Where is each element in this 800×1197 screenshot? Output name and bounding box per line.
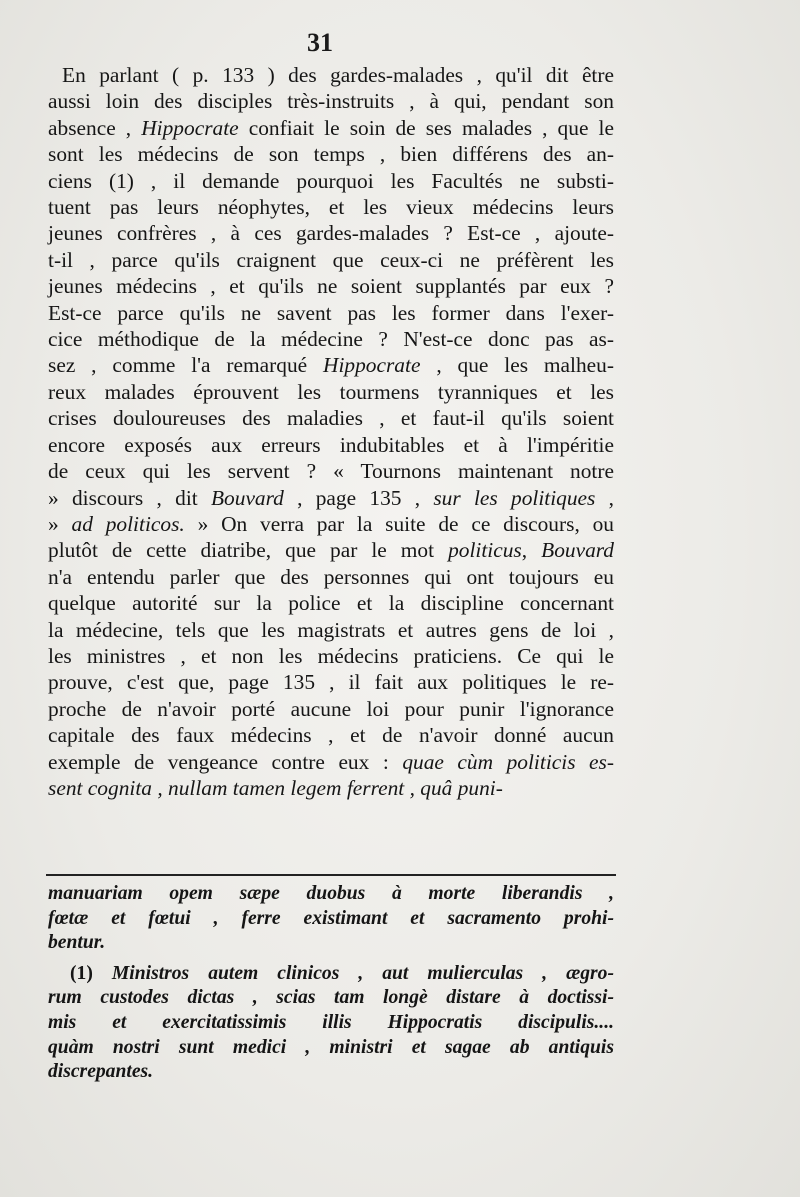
italic-segment: sent cognita , nullam tamen legem ferrent , quâ puni- (48, 775, 503, 800)
italic-segment: quae cùm politicis es- (402, 749, 614, 774)
text-line (48, 537, 614, 563)
footnote-marker: (1) (70, 962, 112, 984)
text-line (48, 775, 614, 801)
text-line (48, 485, 614, 511)
italic-segment: Hippocrate (141, 115, 239, 140)
footnote-line: fœtæ et fœtui , ferre existimant et sacramento prohi- (48, 907, 614, 929)
text-line (48, 326, 614, 352)
text-line (48, 168, 614, 194)
text-segment: » discours , dit (48, 485, 211, 510)
footnote-text: Ministros autem clinicos , aut mulierculas , ægro- (111, 962, 614, 984)
text-segment: t-il , parce qu'ils craignent que ceux-ci ne préfèrent les (48, 247, 614, 272)
text-segment: la médecine, tels que les magistrats et autres gens de loi , (48, 617, 614, 642)
text-segment: de ceux qui les servent ? « Tournons maintenant notre (48, 459, 614, 484)
text-segment: encore exposés aux erreurs indubitables et à l'impéritie (48, 432, 614, 457)
italic-segment: politicus (448, 538, 522, 563)
text-line (48, 141, 614, 167)
footnote-line: mis et exercitatissimis illis Hippocratis discipulis.... (48, 1011, 614, 1033)
text-segment: les ministres , et non les médecins praticiens. Ce qui le (48, 643, 614, 668)
text-line (48, 379, 614, 405)
text-line (48, 432, 614, 458)
text-segment: prouve, c'est que, page 135 , il fait aux politiques le re- (48, 670, 614, 695)
footnote-line (48, 962, 614, 987)
text-segment: n'a entendu parler que des personnes qui ont toujours eu (48, 564, 614, 589)
italic-segment: ad politicos. (71, 511, 185, 536)
text-segment: quelque autorité sur la police et la discipline concernant (48, 591, 614, 616)
footnotes (48, 882, 614, 1085)
text-segment: , page 135 , (283, 485, 434, 510)
italic-segment: sur les politiques (433, 485, 596, 510)
italic-segment: Hippocrate (323, 353, 421, 378)
text-line (48, 564, 614, 590)
text-segment: plutôt de cette diatribe, que par le mot (48, 538, 449, 563)
text-line (48, 405, 614, 431)
text-line (48, 669, 614, 695)
text-line (48, 511, 614, 537)
text-line (48, 62, 614, 88)
text-segment: » (48, 511, 72, 536)
footnote-line: manuariam opem sæpe duobus à morte liberandis , (48, 883, 614, 904)
footnote-line: bentur. (48, 932, 106, 954)
text-segment: ciens (1) , il demande pourquoi les Facultés ne substi- (48, 168, 614, 193)
text-segment: , que les malheu- (420, 353, 614, 378)
text-segment: crises douloureuses des maladies , et faut-il qu'ils soient (48, 406, 614, 431)
text-line (48, 590, 614, 616)
text-line (48, 300, 614, 326)
footnote-line: quàm nostri sunt medici , ministri et sagae ab antiquis (48, 1036, 614, 1058)
text-line (48, 617, 614, 643)
text-segment: reux malades éprouvent les tourmens tyranniques et les (48, 379, 614, 404)
text-line (48, 273, 614, 299)
text-segment: cice méthodique de la médecine ? N'est-ce donc pas as- (48, 327, 614, 352)
footnote-line: discrepantes. (48, 1061, 154, 1083)
page-number: 31 (307, 28, 333, 57)
text-segment: Est-ce parce qu'ils ne savent pas les former dans l'exer- (48, 300, 614, 325)
italic-segment: Bouvard (210, 485, 284, 510)
footnote-separator-rule (46, 874, 616, 876)
text-segment: sez , comme l'a remarqué (48, 353, 324, 378)
text-line (48, 88, 614, 114)
text-segment: , (595, 485, 614, 510)
text-segment: jeunes confrères , à ces gardes-malades ? Est-ce , ajoute- (48, 221, 614, 246)
text-line (48, 722, 614, 748)
footnote-line: rum custodes dictas , scias tam longè distare à doctissi- (48, 987, 614, 1009)
text-line (48, 643, 614, 669)
text-segment: confiait le soin de ses malades , que le (238, 115, 614, 140)
main-text-body (48, 62, 614, 801)
text-segment: tuent pas leurs néophytes, et les vieux médecins leurs (48, 195, 614, 220)
text-segment: aussi loin des disciples très-instruits , à qui, pendant son (48, 89, 614, 114)
text-segment: proche de n'avoir porté aucune loi pour punir l'ignorance (48, 696, 614, 721)
text-segment: exemple de vengeance contre eux : (48, 749, 403, 774)
text-line (48, 696, 614, 722)
text-segment: jeunes médecins , et qu'ils ne soient supplantés par eux ? (48, 274, 614, 299)
text-line (48, 194, 614, 220)
footnote-1 (48, 962, 614, 1085)
text-line (48, 352, 614, 378)
text-line (48, 115, 614, 141)
italic-segment: Bouvard (541, 538, 614, 563)
text-segment: En parlant ( p. 133 ) des gardes-malades , qu'il dit être (62, 63, 614, 87)
text-line (48, 247, 614, 273)
text-line (48, 458, 614, 484)
text-segment: absence , (48, 115, 142, 140)
footnote-continuation (48, 882, 614, 956)
text-segment: sont les médecins de son temps , bien différens des an- (48, 142, 614, 167)
text-line (48, 749, 614, 775)
text-segment: , (521, 538, 542, 563)
text-segment: » On verra par la suite de ce discours, ou (184, 511, 615, 536)
text-line (48, 220, 614, 246)
text-segment: capitale des faux médecins , et de n'avoir donné aucun (48, 723, 614, 748)
